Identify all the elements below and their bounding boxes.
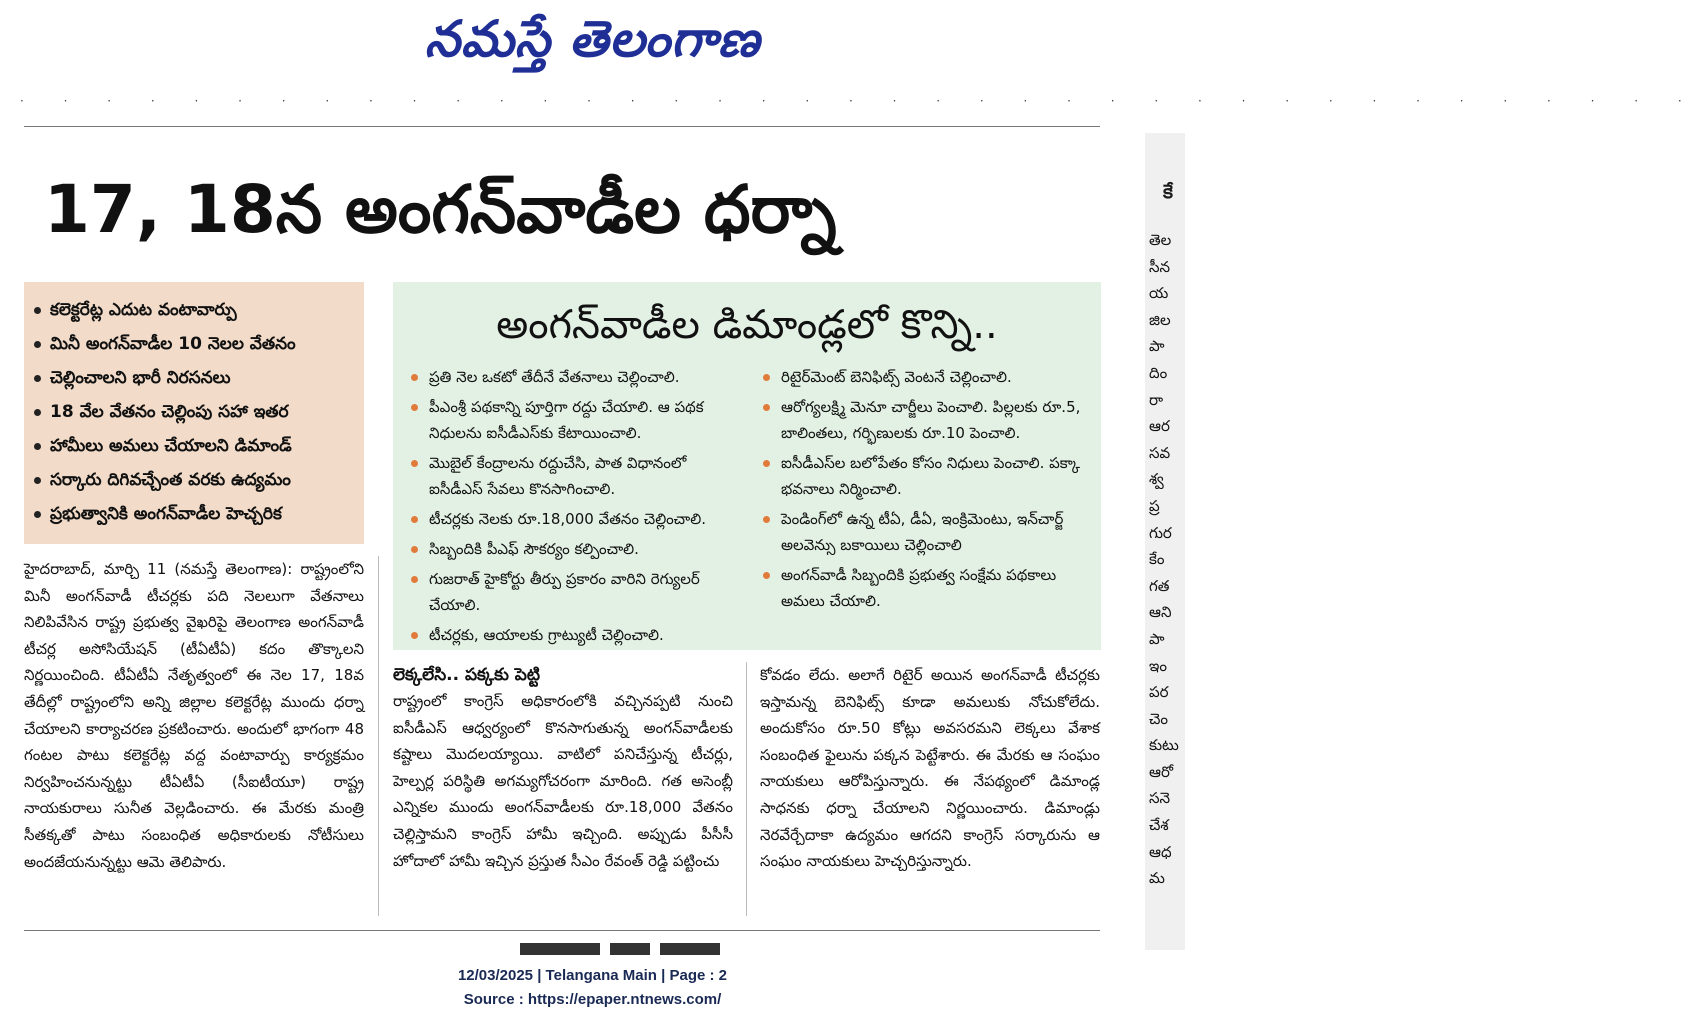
adjacent-article-line: ఆర <box>1149 417 1170 436</box>
adjacent-article-heading: కే <box>1163 181 1173 203</box>
footer-date-edition: 12/03/2025 | Telangana Main | Page : 2 <box>457 967 728 984</box>
adjacent-article-line: పా <box>1149 629 1165 648</box>
demand-item: మొబైల్ కేంద్రాలను రద్దుచేసి, పాత విధానంలో ఐసీడీఎస్ సేవలు కొనసాగించాలి. <box>409 450 739 502</box>
masthead-ticker-remnant: · · · · · · · · · · · · · · · · · · · · · · · · · · · · · · · · · · · · · · · <box>20 94 1700 108</box>
adjacent-article-line: శ్వ <box>1149 470 1164 489</box>
demands-title: అంగన్‌వాడీల డిమాండ్లలో కొన్ని.. <box>496 302 998 348</box>
adjacent-article-line: గుర <box>1149 523 1172 542</box>
adjacent-article-line: జిల <box>1149 310 1171 329</box>
highlight-item: మినీ అంగన్‌వాడీల 10 నెలల వేతనం <box>24 327 364 361</box>
adjacent-article-line: ప్ర <box>1149 496 1160 515</box>
adjacent-article-line: య <box>1149 284 1169 303</box>
adjacent-article-line: సనె <box>1149 789 1171 808</box>
highlight-item: కలెక్టరేట్ల ఎదుట వంటావార్పు <box>24 293 364 327</box>
adjacent-article-line: సీన <box>1149 257 1171 276</box>
highlight-item: ప్రభుత్వానికి అంగన్‌వాడీల హెచ్చరిక <box>24 497 364 531</box>
adjacent-article-line: పా <box>1149 337 1165 356</box>
adjacent-article-strip <box>1145 133 1185 950</box>
adjacent-article-line: తెల <box>1149 231 1172 249</box>
demand-item: గుజరాత్ హైకోర్టు తీర్పు ప్రకారం వారిని రెగ్యులర్ చేయాలి. <box>409 566 739 618</box>
article-headline: 17, 18న అంగన్‌వాడీల ధర్నా <box>44 171 837 248</box>
adjacent-article-text <box>1145 227 1185 892</box>
demand-item: ఐసీడీఎస్‌ల బలోపేతం కోసం నిధులు పెంచాలి. పక్కా భవనాలు నిర్మించాలి. <box>761 450 1091 502</box>
highlight-item: సర్కారు దిగివచ్చేంత వరకు ఉద్యమం <box>24 463 364 497</box>
article-column-3: కోవడం లేదు. అలాగే రిటైర్ అయిన అంగన్‌వాడీ టీచర్లకు ఇస్తామన్న బెనిఫిట్స్ కూడా అమలుకు నోచుకోలేదు. అందుకోసం రూ.50 కోట్లు అవసరమని లెక్కలు వేశాక సంబంధిత ఫైలును పక్కన పెట్టేశారు. ఈ మేరకు ఆ సంఘం నాయకులు ఆరోపిస్తున్నారు. ఈ నేపథ్యంలో డిమాండ్ల సాధనకు ధర్నా చేయాలని నిర్ణయించారు. డిమాండ్లు నెరవేర్చేదాకా ఉద్యమం ఆగదని కాంగ్రెస్ సర్కారును ఆ సంఘం నాయకులు హెచ్చరిస్తున్నారు. <box>760 666 1100 871</box>
adjacent-article-line: పర <box>1149 683 1169 702</box>
adjacent-article-line: కేం <box>1149 550 1165 569</box>
adjacent-article-line: సవ <box>1149 443 1171 462</box>
article-subheading: లెక్కలేసి.. పక్కకు పెట్టి <box>393 665 541 685</box>
demands-right-column <box>761 364 1091 618</box>
demand-item: సిబ్బందికి పీఎఫ్ సౌకర్యం కల్పించాలి. <box>409 536 739 562</box>
bottom-divider <box>24 930 1100 931</box>
article-column-2 <box>393 662 733 917</box>
adjacent-article-line: చెం <box>1149 709 1169 728</box>
demand-item: టీచర్లకు, ఆయాలకు గ్రాట్యుటీ చెల్లించాలి. <box>409 622 739 648</box>
highlights-box <box>24 282 364 544</box>
highlight-item-continuation: హామీలు అమలు చేయాలని డిమాండ్ <box>24 429 364 463</box>
adjacent-article-line: దిం <box>1149 363 1168 382</box>
adjacent-article-line: ఆరో <box>1149 762 1174 781</box>
adjacent-article-line: ఇం <box>1149 656 1167 675</box>
article-column-2-text: రాష్ట్రంలో కాంగ్రెస్ అధికారంలోకి వచ్చినప్పటి నుంచి ఐసీడీఎస్ ఆధ్వర్యంలో కొనసాగుతున్న అంగన్‌వాడీలకు కష్టాలు మొదలయ్యాయి. వాటిలో పనిచేస్తున్న టీచర్లు, హెల్పర్ల పరిస్థితి అగమ్యగోచరంగా మారింది. గత అసెంబ్లీ ఎన్నికల ముందు అంగన్‌వాడీలకు రూ.18,000 వేతనం చెల్లిస్తామని కాంగ్రెస్ హామీ ఇచ్చింది. అప్పుడు పీసీసీ హోదాలో హామీ ఇచ్చిన ప్రస్తుత సీఎం రేవంత్ రెడ్డి పట్టించు <box>393 692 733 870</box>
demand-item: టీచర్లకు నెలకు రూ.18,000 వేతనం చెల్లించాలి. <box>409 506 739 532</box>
highlight-item: 18 వేల వేతనం చెల్లింపు సహా ఇతర <box>24 395 364 429</box>
demand-item: అంగన్‌వాడీ సిబ్బందికి ప్రభుత్వ సంక్షేమ పథకాలు అమలు చేయాలి. <box>761 562 1091 614</box>
demands-box <box>393 282 1101 650</box>
adjacent-article-line: ఆని <box>1149 603 1172 622</box>
newspaper-logo: నమస్తే తెలంగాణ <box>424 10 761 68</box>
demand-item: పెండింగ్‌లో ఉన్న టీఏ, డీఏ, ఇంక్రిమెంటు, ఇన్‌చార్జ్ అలవెన్సు బకాయిలు చెల్లించాలి <box>761 506 1091 558</box>
highlights-list <box>24 282 364 531</box>
highlight-item-continuation: చెల్లించాలని భారీ నిరసనలు <box>24 361 364 395</box>
next-article-headline-fragment <box>520 940 810 952</box>
adjacent-article-line: చేశ <box>1149 816 1169 835</box>
adjacent-article-line: కుటు <box>1149 736 1179 755</box>
demands-left-column <box>409 364 739 652</box>
adjacent-article-line: ఆధ <box>1149 842 1172 861</box>
adjacent-article-line: గత <box>1149 576 1170 595</box>
column-divider <box>746 662 747 916</box>
demand-item: ఆరోగ్యలక్ష్మి మెనూ చార్జీలు పెంచాలి. పిల్లలకు రూ.5, బాలింతలు, గర్భిణులకు రూ.10 పెంచాలి. <box>761 394 1091 446</box>
top-divider <box>24 126 1100 127</box>
adjacent-article-line: రా <box>1149 390 1164 409</box>
footer-source: Source : https://epaper.ntnews.com/ <box>463 991 722 1008</box>
masthead <box>0 0 1185 80</box>
demand-item: పీఎంశ్రీ పథకాన్ని పూర్తిగా రద్దు చేయాలి. ఆ పథక నిధులను ఐసీడీఎస్‌కు కేటాయించాలి. <box>409 394 739 446</box>
demand-item: రిటైర్‌మెంట్ బెనిఫిట్స్ వెంటనే చెల్లించాలి. <box>761 364 1091 390</box>
adjacent-article-line: మ <box>1149 869 1165 888</box>
article-column-1: హైదరాబాద్, మార్చి 11 (నమస్తే తెలంగాణ): రాష్ట్రంలోని మినీ అంగన్‌వాడీ టీచర్లకు పది నెలలుగా వేతనాలు నిలిపివేసిన రాష్ట్ర ప్రభుత్వ వైఖరిపై తెలంగాణ అంగన్‌వాడీ టీచర్ల అసోసియేషన్ (టీఏటీఏ) కదం తొక్కాలని నిర్ణయించింది. టీఏటీఏ నేతృత్వంలో ఈ నెల 17, 18వ తేదీల్లో రాష్ట్రంలోని అన్ని జిల్లాల కలెక్టరేట్ల ముందు ధర్నా చేయాలని కార్యాచరణ ప్రకటించారు. అందులో భాగంగా 48 గంటల పాటు కలెక్టరేట్ల వద్ద వంటావార్పు కార్యక్రమం నిర్వహించనున్నట్టు టీఏటీఏ (సీఐటీయూ) రాష్ట్ర నాయకురాలు సునీత వెల్లడించారు. ఈ మేరకు మంత్రి సీతక్కతో పాటు సంబంధిత అధికారులకు నోటీసులు అందజేయనున్నట్టు ఆమె తెలిపారు. <box>24 560 364 871</box>
column-divider <box>378 556 379 916</box>
page-footer <box>0 964 1185 1012</box>
demand-item: ప్రతి నెల ఒకటో తేదీనే వేతనాలు చెల్లించాలి. <box>409 364 739 390</box>
